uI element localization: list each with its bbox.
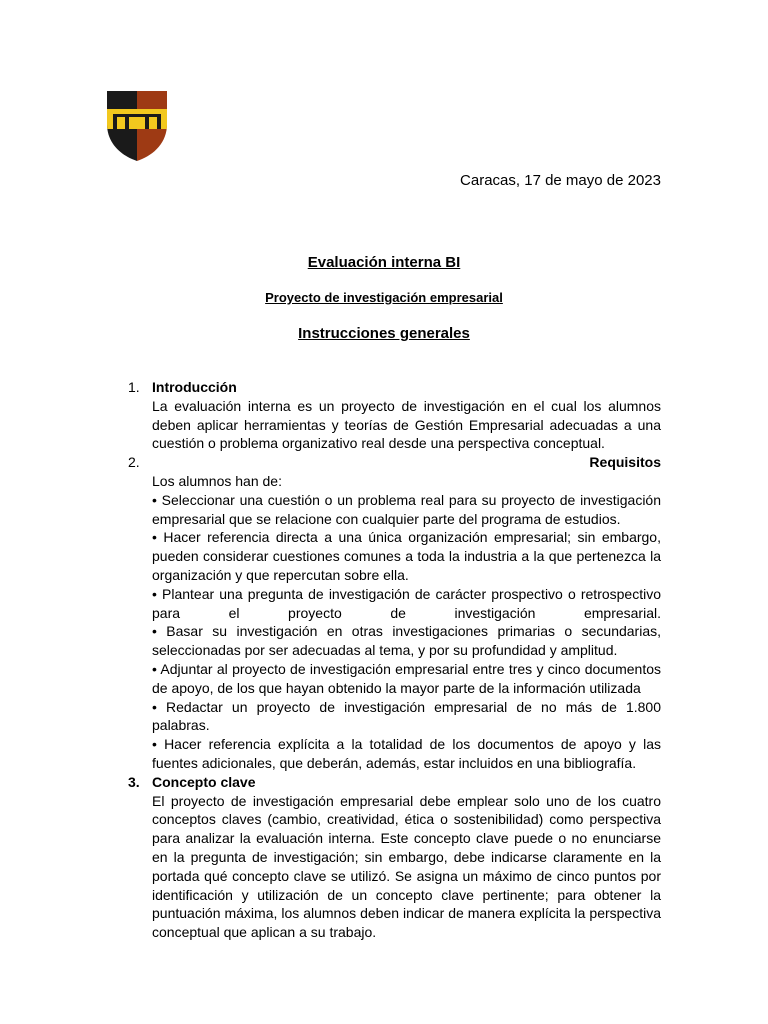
- section-heading: Concepto clave: [152, 773, 256, 790]
- document-title: Evaluación interna BI: [307, 254, 461, 271]
- school-crest-logo: [106, 90, 168, 162]
- section-concepto-clave: [128, 773, 661, 942]
- document-body: [128, 378, 661, 942]
- list-item: • Adjuntar al proyecto de investigación empresarial entre tres y cinco documentos de apoyo, de los que hayan obtenido la mayor parte de la información utilizada: [152, 660, 661, 696]
- section-body: El proyecto de investigación empresarial debe emplear solo uno de los cuatro conceptos claves (cambio, creatividad, ética o sostenibilidad) como perspectiva para analizar la evaluación interna. Este concepto clave puede o no enunciarse en la pregunta de investigación; sin embargo, debe indicarse claramente en la portada qué concepto clave se utilizó. Se asigna un máximo de cinco puntos por identificación y utilización de un concepto clave pertinente; para obtener la puntuación máxima, los alumnos deben indicar de manera explícita la perspectiva conceptual que aplican a su trabajo.: [152, 792, 661, 941]
- section-body: La evaluación interna es un proyecto de investigación en el cual los alumnos deben aplicar herramientas y teorías de Gestión Empresarial adecuadas a una cuestión o problema organizativo real desde una perspectiva conceptual.: [152, 397, 661, 452]
- document-subtitle: Proyecto de investigación empresarial: [265, 290, 503, 305]
- section-requisitos: [128, 453, 661, 773]
- list-item: • Seleccionar una cuestión o un problema real para su proyecto de investigación empresarial que se relacione con cualquier parte del programa de estudios.: [152, 491, 661, 527]
- section-number: 1.: [128, 379, 140, 395]
- section-heading: Requisitos: [589, 454, 661, 471]
- section-heading: Introducción: [152, 379, 237, 395]
- instructions-title: Instrucciones generales: [298, 325, 470, 342]
- section-number: 2.: [128, 454, 140, 471]
- list-item: • Hacer referencia directa a una única organización empresarial; sin embargo, pueden considerar cuestiones comunes a toda la industria a la que pertenezca la organización y que repercutan sobre ella.: [152, 529, 661, 583]
- section-introduccion: [128, 378, 661, 453]
- shield-icon: [106, 90, 168, 162]
- list-item: • Plantear una pregunta de investigación de carácter prospectivo o retrospectivo para el proyecto de investigación empresarial.: [152, 585, 661, 621]
- list-item: • Hacer referencia explícita a la totalidad de los documentos de apoyo y las fuentes adicionales, que deberán, además, estar incluidos en una bibliografía.: [152, 736, 661, 771]
- section-number: 3.: [128, 773, 140, 790]
- document-date: Caracas, 17 de mayo de 2023: [460, 172, 661, 189]
- list-item: • Basar su investigación en otras investigaciones primarias o secundarias, seleccionadas por ser adecuadas al tema, y por su profundidad y amplitud.: [152, 623, 661, 659]
- section-intro: Los alumnos han de:: [152, 472, 282, 489]
- list-item: • Redactar un proyecto de investigación empresarial de no más de 1.800 palabras.: [152, 698, 661, 734]
